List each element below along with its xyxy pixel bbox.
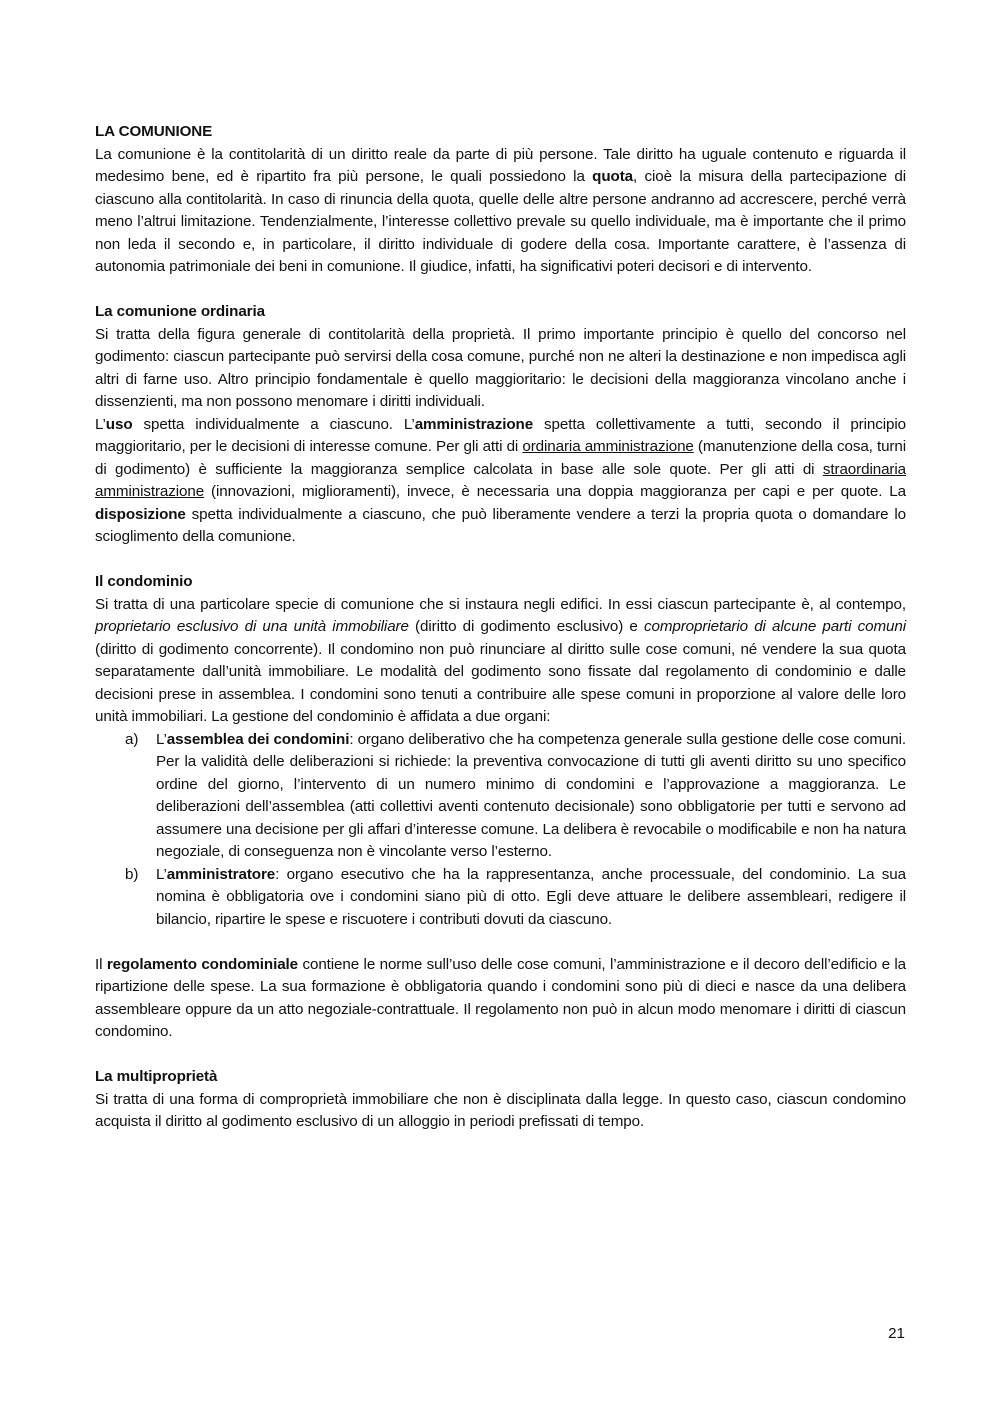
section-heading-multiproprieta: La multiproprietà (95, 1068, 218, 1085)
text-run: L’ (156, 730, 167, 748)
list-marker: a) (125, 730, 139, 748)
text-run: (innovazioni, miglioramenti), invece, è necessaria una doppia maggioranza per capi e per quote. La (204, 483, 906, 500)
italic-term-comproprietario: comproprietario di alcune parti comuni (643, 618, 906, 635)
text-run: L’ (156, 865, 167, 883)
underlined-term-ordinaria: ordinaria amministrazione (522, 438, 694, 455)
section-heading-condominio: Il condominio (95, 573, 193, 590)
text-run: contiene le norme sull’uso delle cose comuni, l’amministrazione e il decoro dell’edificio e la ripartizione delle spese. La sua formazione è obbligatoria quando i condomini sono più di dieci e nasce da una delibera assembleare oppure da un atto negoziale-contrattuale. Il regolamento non può in alcun modo menomare i diritti di ciascun condomino. (95, 955, 906, 1040)
text-run: Si tratta di una particolare specie di comunione che si instaura negli edifici. In essi ciascun partecipante è, al contempo, (95, 595, 906, 613)
section-heading-comunione: LA COMUNIONE (95, 123, 213, 140)
text-run: : organo esecutivo che ha la rappresentanza, anche processuale, del condominio. La sua nomina è obbligatoria ove i condomini siano più di otto. Egli deve attuare le delibere assembleari, redigere il bilancio, ripartire le spese e riscuotere i contributi dovuti da ciascuno. (156, 865, 906, 928)
bold-term-quota: quota (592, 168, 634, 185)
text-run: La comunione è la contitolarità di un diritto reale da parte di più persone. Tale diritto ha uguale contenuto e riguarda il medesimo bene, ed è ripartito fra più persone, le quali possiedono la (95, 145, 906, 185)
spacer (95, 931, 906, 954)
paragraph-multiproprieta: Si tratta di una forma di comproprietà immobiliare che non è disciplinata dalla legge. In questo caso, ciascun condomino acquista il diritto al godimento esclusivo di un alloggio in periodi prefissati di tempo. (95, 1090, 906, 1130)
text-run: , cioè la misura della partecipazione di ciascuno alla contitolarità. In caso di rinuncia della quota, quelle delle altre persone andranno ad accrescere, perché verrà meno l’altrui limitazione. Tendenzialmente, l’interesse collettivo prevale su quello individuale, ma è importante che il primo non leda il secondo e, in particolare, il diritto individuale di godere della cosa. Importante carattere, è l’assenza di autonomia patrimoniale dei beni in comunione. Il giudice, infatti, ha significativi poteri decisori e di intervento. (95, 168, 906, 275)
paragraph-condominio-1 (95, 594, 906, 729)
bold-term-assemblea: assemblea dei condomini (166, 730, 350, 748)
text-run: spetta individualmente a ciascuno, che può liberamente vendere a terzi la propria quota o domandare lo scioglimento della comunione. (95, 505, 906, 545)
list-item (95, 729, 906, 864)
paragraph-comunione (95, 144, 906, 279)
bold-term-amministratore: amministratore (166, 865, 276, 883)
paragraph-ordinaria-2 (95, 414, 906, 549)
list-item (95, 864, 906, 932)
underlined-term-straordinaria: straordinaria amministrazione (95, 460, 906, 500)
spacer (95, 1044, 906, 1067)
spacer (95, 549, 906, 572)
text-run: L’ (95, 415, 106, 433)
paragraph-ordinaria-1: Si tratta della figura generale di contitolarità della proprietà. Il primo importante principio è quello del concorso nel godimento: ciascun partecipante può servirsi della cosa comune, purché non ne alteri la destinazione e non impedisca agli altri di farne uso. Altro principio fondamentale è quello maggioritario: le decisioni della maggioranza vincolano anche i dissenzienti, ma non possono menomare i diritti individuali. (95, 325, 906, 410)
paragraph-condominio-2 (95, 954, 906, 1044)
section-heading-ordinaria: La comunione ordinaria (95, 303, 265, 320)
text-run: (manutenzione della cosa, turni di godimento) è sufficiente la maggioranza semplice calcolata in base alle sole quote. Per gli atti di (95, 438, 906, 478)
text-run: (diritto di godimento concorrente). Il condomino non può rinunciare al diritto sulle cose comuni, né vendere la sua quota separatamente dall’unità immobiliare. Le modalità del godimento sono fissate dal regolamento di condominio e dalle decisioni prese in assemblea. I condomini sono tenuti a contribuire alle spese comuni in proporzione al valore delle loro unità immobiliari. La gestione del condominio è affidata a due organi: (95, 640, 906, 725)
list-marker: b) (125, 865, 139, 883)
organi-list (95, 729, 906, 932)
bold-term-amministrazione: amministrazione (414, 415, 534, 433)
text-run: spetta individualmente a ciascuno. L’ (132, 415, 415, 433)
text-run: : organo deliberativo che ha competenza generale sulla gestione delle cose comuni. Per la validità delle deliberazioni si richiede: la preventiva convocazione di tutti gli aventi diritto su uno specifico ordine del giorno, l’intervento di un numero minimo di condomini e l’approvazione a maggioranza. Le deliberazioni dell’assemblea (atti collettivi aventi contenuto decisionale) sono obbligatorie per tutti e servono ad assumere una decisione per gli affari d’interesse comune. La delibera è revocabile o modificabile e non ha natura negoziale, di conseguenza non è vincolante verso l’esterno. (156, 730, 906, 860)
bold-term-regolamento: regolamento condominiale (106, 955, 299, 973)
text-run: Il (95, 955, 107, 973)
text-run: (diritto di godimento esclusivo) e (408, 618, 644, 635)
text-run: spetta collettivamente a tutti, secondo il principio maggioritario, per le decisioni di interesse comune. Per gli atti di (95, 415, 906, 455)
italic-term-proprietario: proprietario esclusivo di una unità immobiliare (95, 618, 409, 635)
page-body (95, 121, 906, 1134)
page-number: 21 (888, 1325, 905, 1342)
bold-term-uso: uso (105, 415, 133, 433)
bold-term-disposizione: disposizione (95, 505, 186, 523)
spacer (95, 279, 906, 302)
